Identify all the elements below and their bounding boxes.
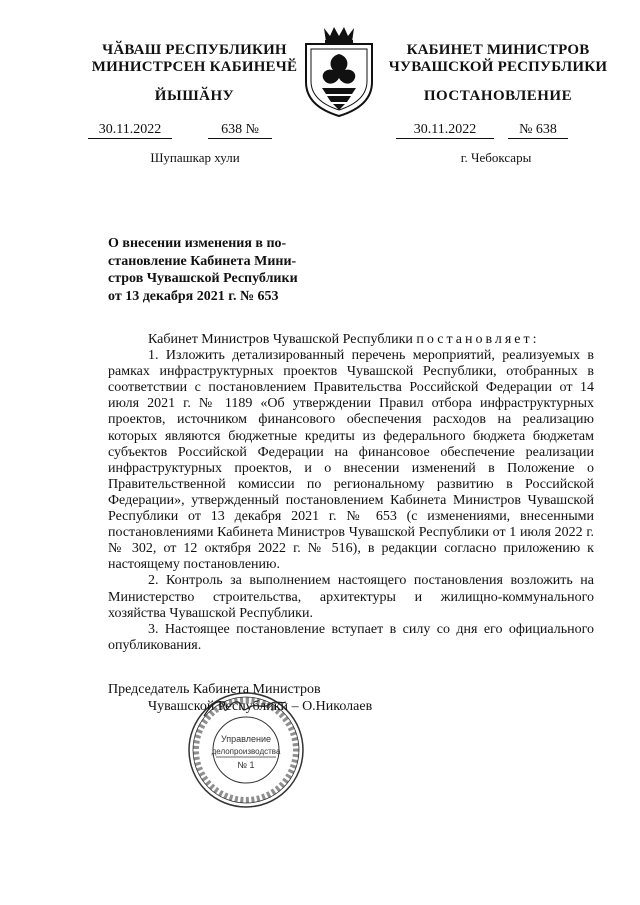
- header-left-number: 638 №: [208, 121, 272, 139]
- header-left-org: [82, 42, 307, 76]
- handwritten-signature: [200, 694, 290, 724]
- intro-resolves: постановляет:: [416, 332, 540, 347]
- paragraph-3: 3. Настоящее постановление вступает в силу со дня его официального опубликования.: [108, 621, 594, 653]
- header-right-city: г. Чебоксары: [460, 150, 532, 165]
- header-right-doctype: ПОСТАНОВЛЕНИЕ: [423, 88, 573, 104]
- header-left-doctype: ЙЫШӐНУ: [154, 88, 235, 104]
- document-body: [108, 332, 594, 654]
- intro-text: Кабинет Министров Чувашской Республики: [148, 332, 417, 347]
- signature-republic: Чувашской Республики: [148, 699, 289, 714]
- stamp-center-line2: делопроизводства: [211, 747, 281, 756]
- header-right-number: № 638: [508, 121, 568, 139]
- header-left-date: 30.11.2022: [88, 121, 172, 139]
- header-right-date: 30.11.2022: [396, 121, 494, 139]
- document-title: [108, 235, 301, 305]
- header-left-city: Шупашкар хули: [150, 150, 240, 165]
- header-right-line1: КАБИНЕТ МИНИСТРОВ: [406, 42, 590, 58]
- signature-name: О.Николаев: [302, 699, 373, 714]
- header-right-org: [378, 42, 618, 76]
- header-left-line2: МИНИСТРСЕН КАБИНЕЧӖ: [91, 59, 298, 75]
- paragraph-1: 1. Изложить детализированный перечень мероприятий, реализуемых в рамках инфраструктурных проектов Чувашской Республики, отобранных в соответствии с постановлением Правительства Российской Федерации от 14 июля 2021 г. № 1189 «Об утверждении Правил отбора инфраструктурных проектов, источником финансового обеспечения расходов на реализацию которых являются бюджетные кредиты из федерального бюджета бюджетам субъектов Российской Федерации на финансовое обеспечение реализации инфраструктурных проектов, и о внесении изменений в Положение о Правительственной комиссии по региональному развитию в Российской Федерации», утвержденный постановлением Кабинета Министров Чувашской Республики от 13 декабря 2021 г. № 653 (с изменениями, внесенными постановлениями Кабинета Министров Чувашской Республики от 1 июля 2022 г. № 302, от 12 октября 2022 г. № 516), в редакции согласно приложению к настоящему постановлению.: [108, 348, 594, 573]
- header-left-line1: ЧӐВАШ РЕСПУБЛИКИН: [102, 42, 287, 58]
- stamp-center-line1: Управление: [220, 734, 272, 744]
- title-line: О внесении изменения в по-: [108, 236, 287, 251]
- stamp-center-line3: № 1: [237, 760, 255, 770]
- title-line: становление Кабинета Мини-: [108, 253, 297, 269]
- coat-of-arms-emblem: [300, 24, 378, 118]
- title-line: от 13 декабря 2021 г. № 653: [108, 288, 279, 304]
- header-right-line2: ЧУВАШСКОЙ РЕСПУБЛИКИ: [388, 59, 608, 75]
- signature-dash: –: [288, 699, 303, 714]
- signature-position: Председатель Кабинета Министров: [108, 682, 321, 697]
- paragraph-2: 2. Контроль за выполнением настоящего постановления возложить на Министерство строительства, архитектуры и жилищно-коммунального хозяйства Чувашской Республики.: [108, 573, 594, 621]
- intro-paragraph: [108, 332, 594, 348]
- title-line: стров Чувашской Республики: [108, 271, 298, 286]
